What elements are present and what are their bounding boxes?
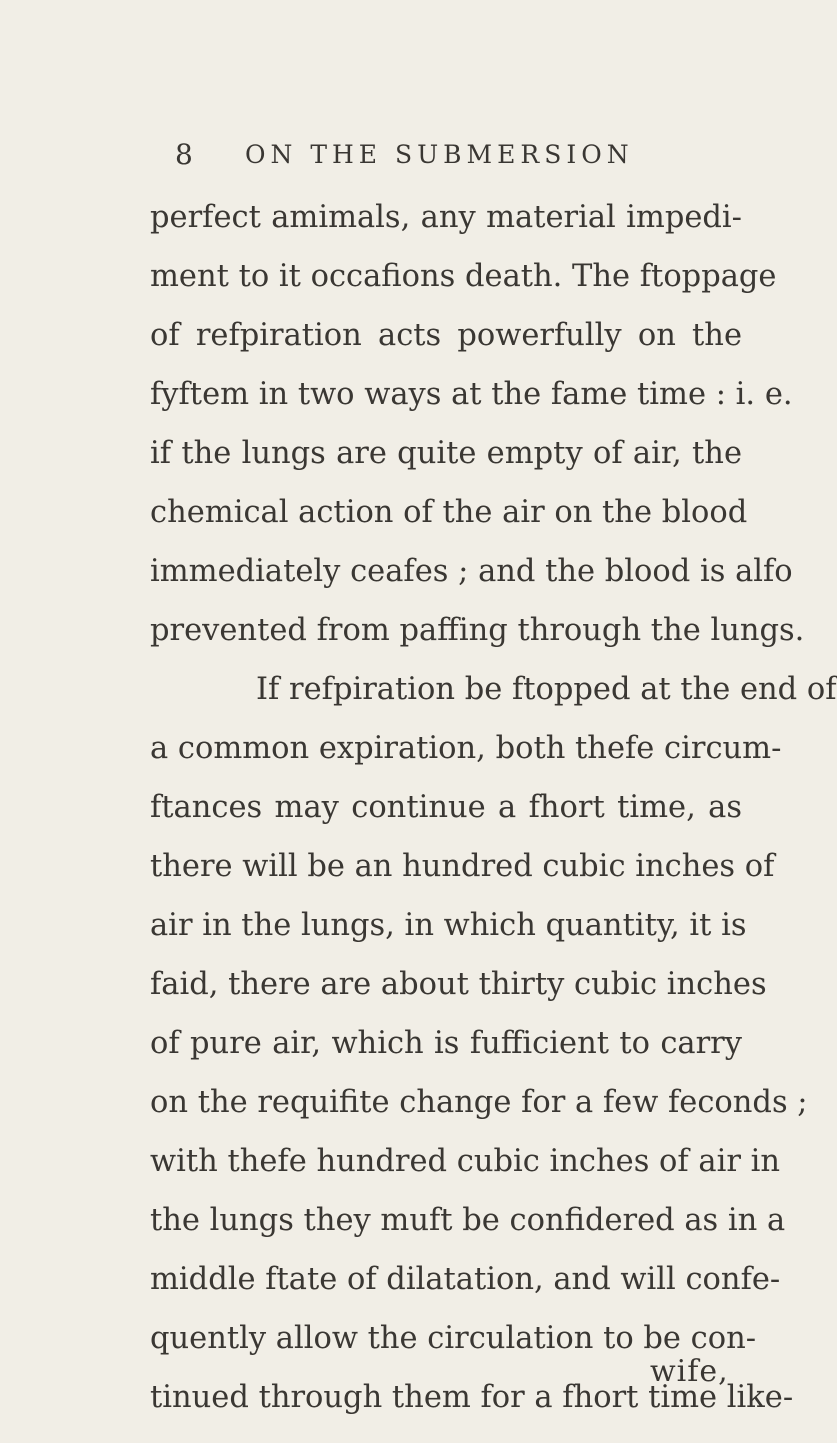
paragraph-start-line: If refpiration be ftopped at the end of bbox=[256, 672, 837, 707]
text-line: chemical action of the air on the blood bbox=[150, 495, 748, 530]
text-line: if the lungs are quite empty of air, the bbox=[150, 436, 742, 471]
text-line: prevented from paffing through the lungs. bbox=[150, 613, 805, 648]
text-line: a common expiration, both thefe circum- bbox=[150, 731, 782, 766]
text-line: middle ftate of dilatation, and will confe- bbox=[150, 1262, 781, 1297]
text-line: on the requifite change for a few feconds ; bbox=[150, 1085, 808, 1120]
page-number: 8 bbox=[175, 138, 194, 171]
body-text bbox=[150, 188, 837, 1427]
text-line: immediately ceafes ; and the blood is alfo bbox=[150, 554, 793, 589]
text-line: with thefe hundred cubic inches of air in bbox=[150, 1144, 781, 1179]
text-line: fyftem in two ways at the fame time : i. e. bbox=[150, 377, 793, 412]
text-line: the lungs they muft be confidered as in a bbox=[150, 1203, 786, 1238]
catchword: wife, bbox=[650, 1354, 729, 1389]
text-line: tinued through them for a fhort time like- bbox=[150, 1380, 794, 1415]
text-line: quently allow the circulation to be con- bbox=[150, 1321, 757, 1356]
page-header bbox=[175, 138, 735, 178]
text-line: of pure air, which is fufficient to carry bbox=[150, 1026, 742, 1061]
text-line: of refpiration acts powerfully on the bbox=[150, 318, 742, 353]
text-line: air in the lungs, in which quantity, it is bbox=[150, 908, 747, 943]
text-line: ment to it occafions death. The ftoppage bbox=[150, 259, 777, 294]
running-head: ON THE SUBMERSION bbox=[245, 140, 634, 169]
text-line: perfect amimals, any material impedi- bbox=[150, 200, 742, 235]
text-line: faid, there are about thirty cubic inches bbox=[150, 967, 767, 1002]
text-line: there will be an hundred cubic inches of bbox=[150, 849, 775, 884]
text-line: ftances may continue a fhort time, as bbox=[150, 790, 742, 825]
